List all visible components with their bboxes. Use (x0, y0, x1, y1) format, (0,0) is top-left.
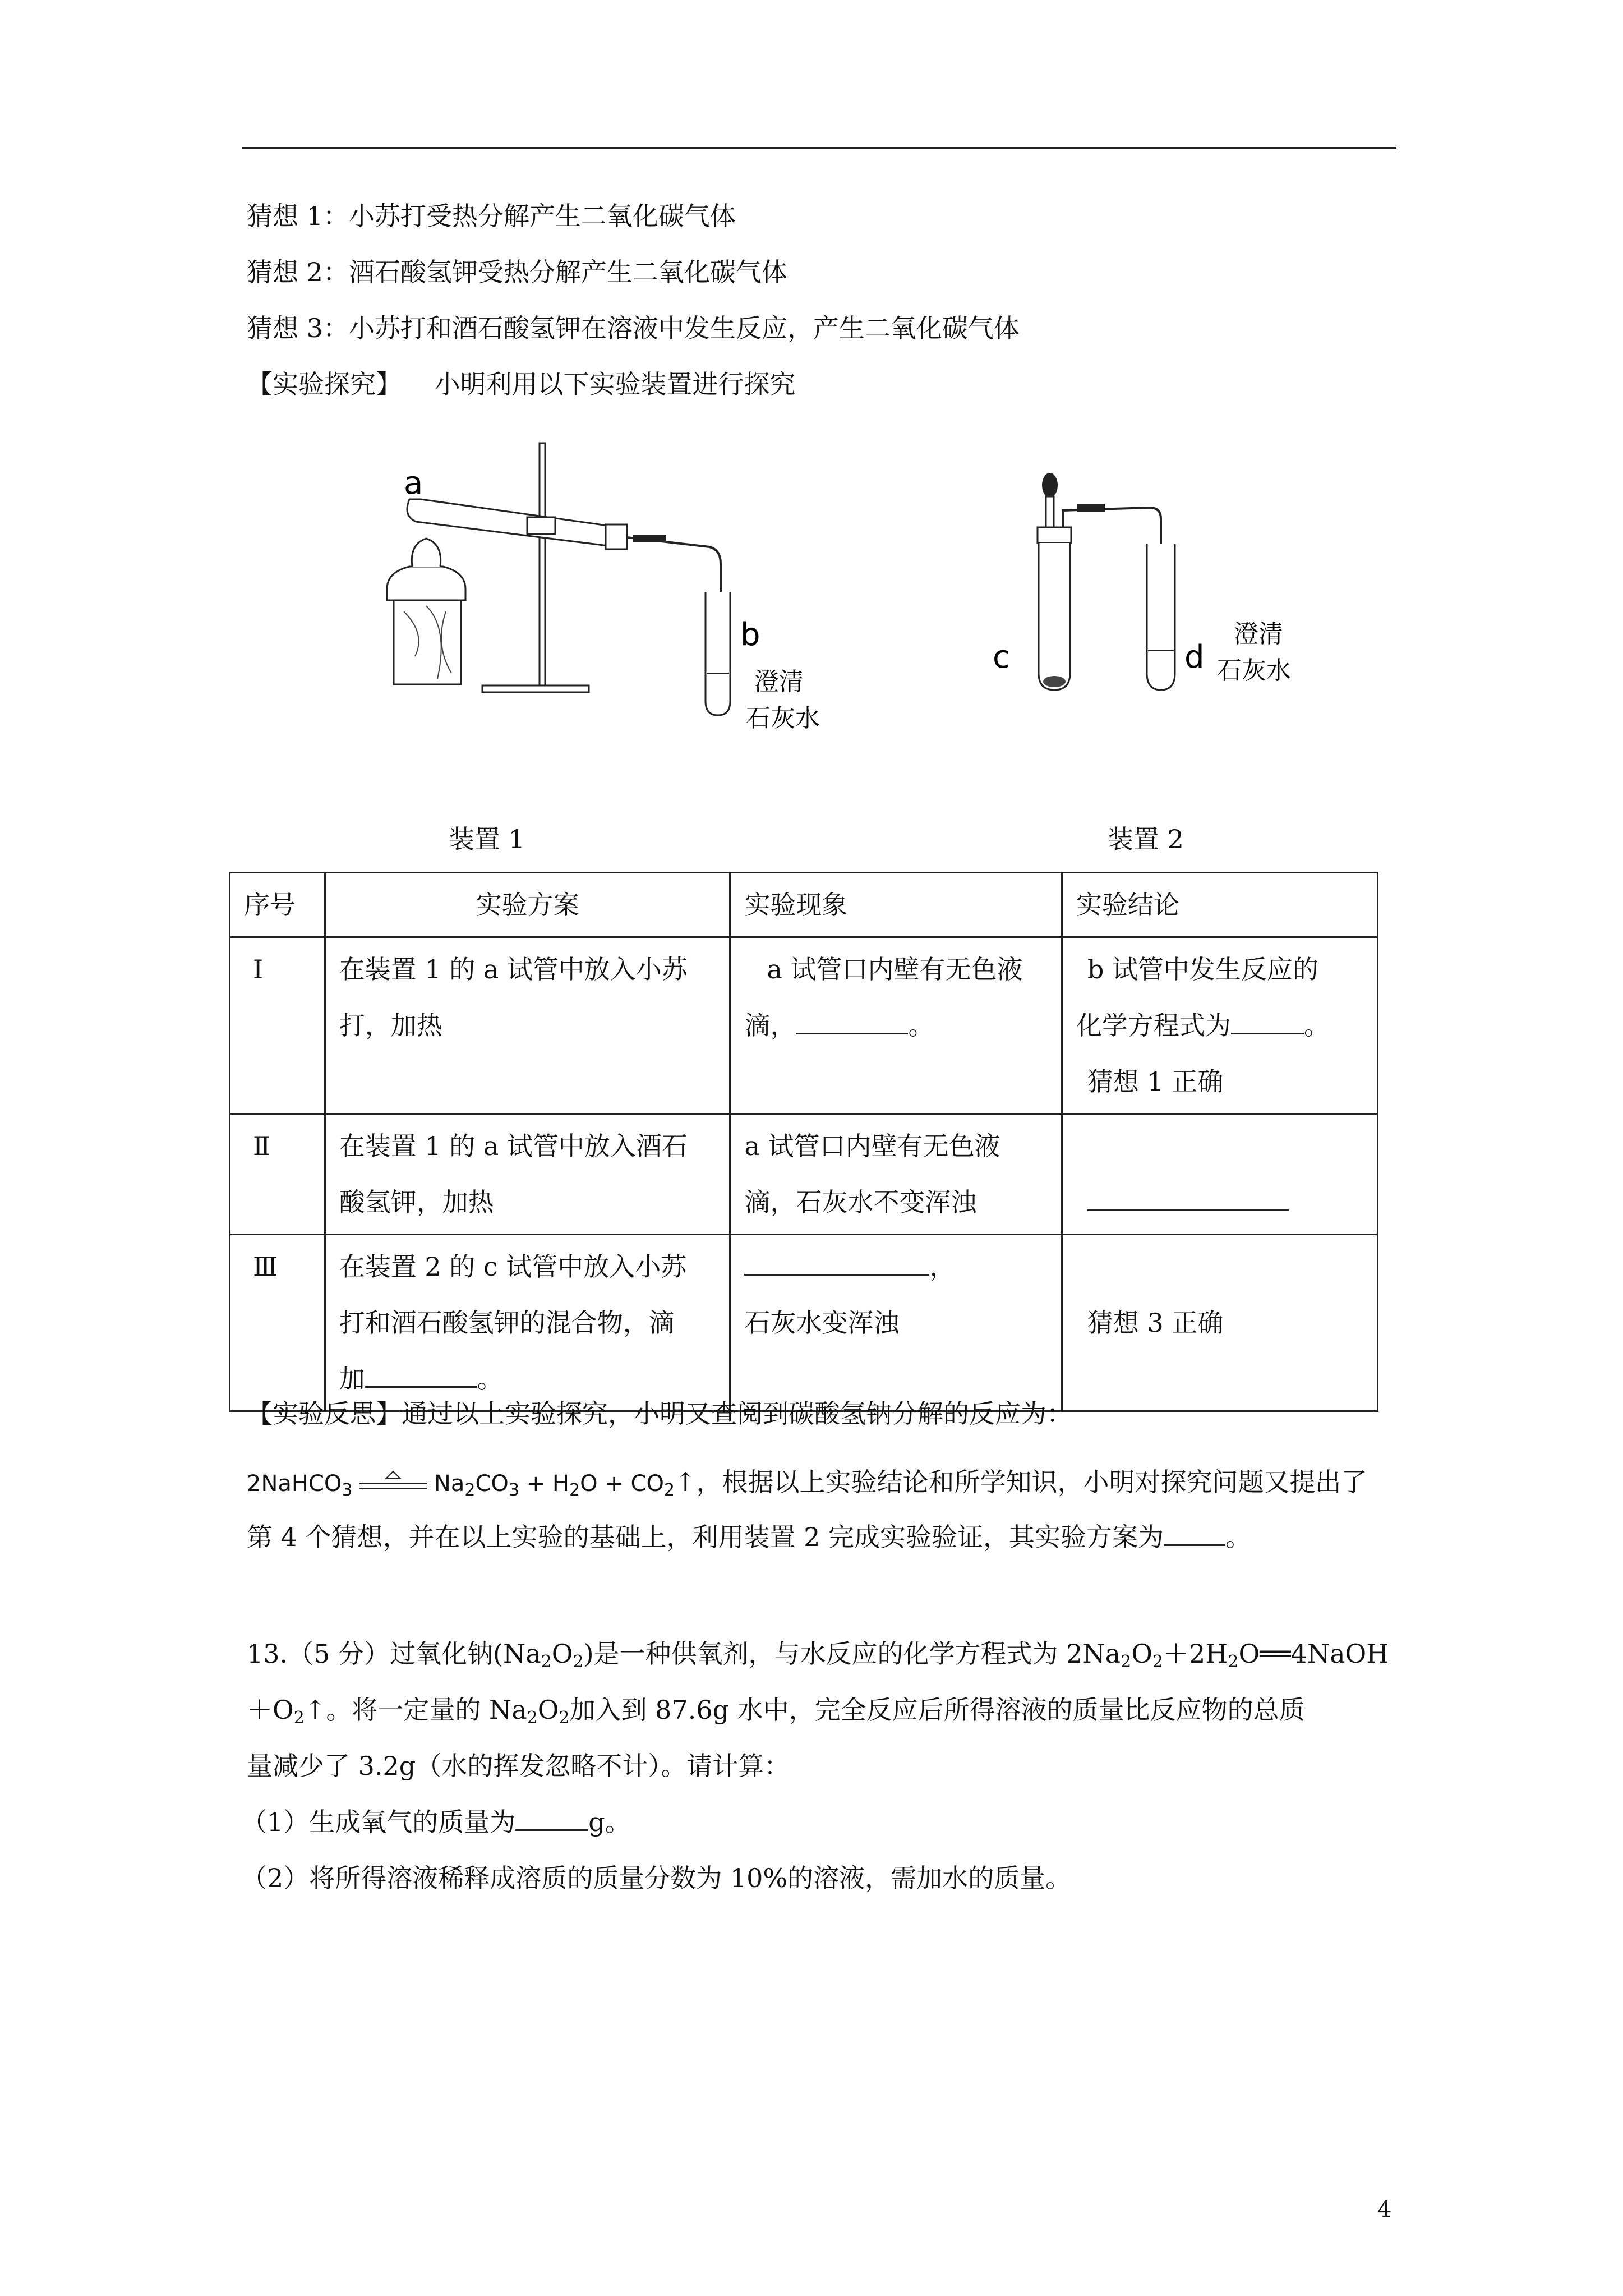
q13-sub-1: （1）生成氧气的质量为 g。 (241, 1807, 631, 1837)
eq-tail: ↑，根据以上实验结论和所学知识，小明对探究问题又提出了 (675, 1467, 1367, 1497)
row1-phen-text: 滴， (744, 1010, 796, 1041)
row3-plan-line2: 打和酒石酸氢钾的混合物，滴 (339, 1308, 675, 1338)
row3-phenomenon (730, 1235, 1062, 1411)
row3-phen-end: ， (929, 1251, 956, 1282)
reflection-line-3: 第 4 个猜想，并在以上实验的基础上，利用装置 2 完成实验验证，其实验方案为 。 (247, 1522, 1252, 1552)
heat-equals-sign (359, 1474, 427, 1496)
row1-conc-line3: 猜想 1 正确 (1087, 1066, 1224, 1097)
hypothesis-2: 猜想 2：酒石酸氢钾受热分解产生二氧化碳气体 (247, 257, 787, 287)
test-tube-a (407, 499, 620, 547)
row1-conc-line2 (1076, 997, 1363, 1053)
row2-no: Ⅱ (230, 1114, 325, 1235)
header-phenomenon: 实验现象 (730, 873, 1062, 937)
row2-plan-line1: 在装置 1 的 a 试管中放入酒石 (339, 1131, 688, 1161)
header-rule (242, 147, 1396, 149)
label-c: c (993, 639, 1010, 675)
row3-plan-line1: 在装置 2 的 c 试管中放入小苏 (339, 1251, 687, 1282)
lime-water-label-1b: 石灰水 (746, 704, 820, 733)
stopper-1 (606, 524, 627, 549)
row3-no: Ⅲ (230, 1235, 325, 1411)
header-conclusion: 实验结论 (1062, 873, 1377, 937)
q13-sub-2: （2）将所得溶液稀释成溶质的质量分数为 10%的溶液，需加水的质量。 (241, 1863, 1072, 1893)
rubber-hose-2 (1077, 504, 1105, 512)
row3-plan-end: 。 (477, 1364, 503, 1394)
row3-phen-blank[interactable] (744, 1251, 929, 1276)
test-tube-c (1039, 543, 1070, 690)
stand-base (482, 685, 589, 692)
row1-phen-end: 。 (908, 1010, 934, 1041)
label-b: b (740, 616, 760, 653)
hypothesis-3: 猜想 3：小苏打和酒石酸氢钾在溶液中发生反应，产生二氧化碳气体 (247, 313, 1020, 343)
alcohol-lamp (387, 567, 465, 600)
row2-conc-blank[interactable] (1087, 1187, 1289, 1211)
q13-line-3: 量减少了 3.2g（水的挥发忽略不计）。请计算： (247, 1751, 790, 1781)
explore-text: 小明利用以下实验装置进行探究 (434, 369, 796, 399)
apparatus-2-figure (987, 466, 1335, 712)
experiment-table (229, 872, 1378, 1412)
reflection-equation-line: 2NaHCO$_3$ $Na_2CO_3 + H_2O$ + $CO_2↑$，根据以上实验结论和所学知识，小明对探究问题又提出了 (247, 1467, 1367, 1500)
row3-plan-text: 加 (339, 1364, 365, 1394)
row1-conclusion (1062, 937, 1377, 1114)
test-tube-d (1147, 544, 1175, 690)
reflection-text: 通过以上实验探究，小明又查阅到碳酸氢钠分解的反应为： (402, 1398, 1072, 1429)
hypothesis-1: 猜想 1：小苏打受热分解产生二氧化碳气体 (247, 201, 736, 231)
row1-conc-blank[interactable] (1231, 1010, 1304, 1034)
lamp-cap (412, 539, 440, 567)
label-d: d (1184, 639, 1205, 675)
row1-plan-line1: 在装置 1 的 a 试管中放入小苏 (339, 954, 688, 984)
row2-plan-line2: 酸氢钾，加热 (339, 1187, 494, 1217)
row1-phen-line1: a 试管口内壁有无色液 (767, 954, 1023, 984)
eq-lhs: 2NaHCO (247, 1471, 342, 1497)
test-tube-b (706, 592, 730, 715)
apparatus-1-figure (381, 432, 841, 746)
lime-water-label-2a: 澄清 (1234, 620, 1283, 648)
row1-no: Ⅰ (230, 937, 325, 1114)
row2-conclusion (1062, 1114, 1377, 1235)
table-row (230, 937, 1378, 1114)
dropper-bulb (1042, 473, 1058, 498)
lime-water-label-2b: 石灰水 (1217, 656, 1291, 685)
caption-apparatus-2: 装置 2 (1108, 824, 1184, 854)
stand-rod (540, 443, 545, 690)
row3-conc-text: 猜想 3 正确 (1087, 1308, 1224, 1338)
reflection-blank[interactable] (1164, 1522, 1225, 1546)
row2-phen-line1: a 试管口内壁有无色液 (744, 1131, 1000, 1161)
row1-conc-text: 化学方程式为 (1076, 1010, 1231, 1041)
clamp (527, 517, 555, 534)
q13-line-1: 13.（5 分）过氧化钠$(Na_2O_2)$是一种供氧剂，与水反应的化学方程式为 $2Na_2O_2+2H_2O══4NaOH$ (247, 1639, 1389, 1672)
caption-apparatus-1: 装置 1 (449, 824, 525, 854)
row2-plan (325, 1114, 730, 1235)
rubber-hose (633, 535, 666, 542)
q13-oxygen-blank[interactable] (515, 1807, 588, 1831)
label-a: a (404, 465, 423, 501)
row3-plan (325, 1235, 730, 1411)
stopper-2 (1038, 527, 1071, 543)
reflection-line-1 (247, 1397, 1072, 1430)
dropper-stem (1046, 496, 1054, 530)
row1-plan-line2: 打，加热 (339, 1010, 442, 1041)
triangle-heat-icon (359, 1470, 427, 1496)
table-row (230, 1235, 1378, 1411)
lime-water-label-1a: 澄清 (754, 668, 804, 696)
header-plan: 实验方案 (325, 873, 730, 937)
reflection-title: 【实验反思】 (247, 1398, 402, 1429)
row1-conc-line1: b 试管中发生反应的 (1087, 954, 1318, 984)
explore-heading (247, 367, 796, 401)
powder-mixture (1043, 676, 1066, 687)
table-row (230, 1114, 1378, 1235)
page-number: 4 (1377, 2197, 1392, 2223)
row1-phenomenon (730, 937, 1062, 1114)
row2-phen-line2: 滴，石灰水不变浑浊 (744, 1187, 977, 1217)
row1-phen-line2 (744, 997, 1047, 1053)
row1-phen-blank[interactable] (796, 1010, 908, 1034)
table-header-row (230, 873, 1378, 937)
row3-plan-blank[interactable] (365, 1364, 477, 1388)
explore-title: 【实验探究】 (247, 369, 402, 399)
row1-plan (325, 937, 730, 1114)
row2-phenomenon (730, 1114, 1062, 1235)
q13-line-2: $+O_2↑$。将一定量的 $Na_2O_2$加入到 87.6g 水中，完全反应后所得溶液的质量比反应物的总质 (247, 1695, 1305, 1728)
row3-phen-line2: 石灰水变浑浊 (744, 1308, 900, 1338)
header-no: 序号 (230, 873, 325, 937)
row1-conc-end: 。 (1303, 1010, 1330, 1041)
row3-conclusion (1062, 1235, 1377, 1411)
